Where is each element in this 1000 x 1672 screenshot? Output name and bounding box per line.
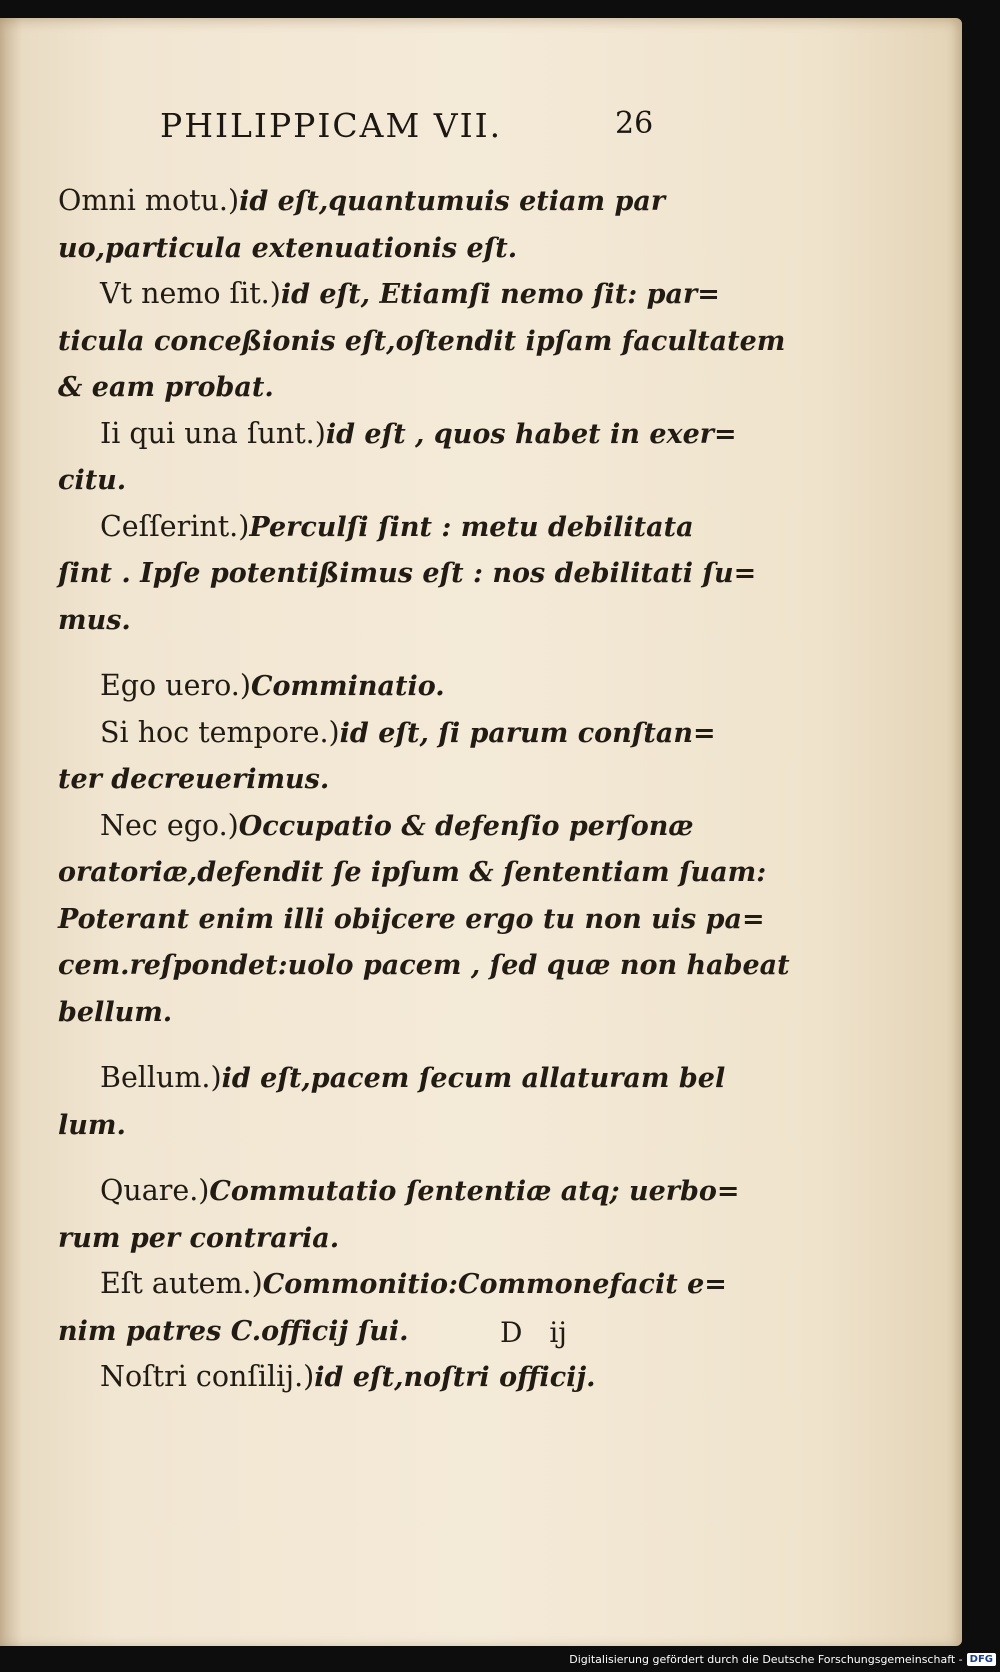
digitization-credit <box>569 1650 996 1668</box>
running-head: PHILIPPICAM VII. <box>160 106 503 145</box>
text-line <box>58 663 688 710</box>
dfg-logo-icon: DFG <box>967 1653 996 1666</box>
gloss: lum. <box>58 1109 126 1141</box>
gloss: id eſt,noſtri officij. <box>314 1362 596 1393</box>
text-line <box>58 1055 726 1102</box>
gloss: & eam probat. <box>58 372 274 403</box>
text-line <box>58 803 694 850</box>
lemma: Bellum.) <box>100 1061 222 1094</box>
text-line <box>58 178 688 225</box>
text-line <box>58 271 720 318</box>
text-line <box>58 225 688 272</box>
folio-number: 26 <box>615 106 654 141</box>
gloss: id eſt, ſi parum conſtan= <box>339 717 716 749</box>
gloss: Commonitio:Commonefacit e= <box>262 1269 727 1300</box>
gloss: rum per contraria. <box>58 1222 340 1254</box>
gloss: Commutatio ſententiæ atq; uerbo= <box>209 1176 740 1207</box>
text-line <box>58 1102 688 1149</box>
lemma: Ceſſerint.) <box>100 509 250 543</box>
text-line <box>58 550 757 597</box>
text-line <box>58 896 765 943</box>
text-line <box>58 710 716 757</box>
text-line <box>58 411 737 458</box>
gloss: oratoriæ,defendit ſe ipſum & ſententiam ſuam: <box>58 857 767 888</box>
text-line <box>58 318 786 365</box>
gloss: Poterant enim illi obijcere ergo tu non uis pa= <box>58 903 765 935</box>
text-line <box>58 849 767 896</box>
lemma: Noſtri conſilij.) <box>100 1360 315 1393</box>
gloss: nim patres C.officij ſui. <box>58 1315 409 1347</box>
gloss: mus. <box>58 604 131 636</box>
text-line <box>58 1215 688 1262</box>
lemma: Nec ego.) <box>100 808 239 842</box>
text-line <box>58 989 688 1036</box>
text-line <box>58 942 790 989</box>
gloss: Perculſi ſint : metu debilitata <box>249 511 694 543</box>
book-page <box>0 18 962 1646</box>
text-line <box>58 1168 740 1215</box>
line-gap <box>58 643 688 663</box>
gloss: bellum. <box>58 996 173 1028</box>
text-line <box>58 1261 727 1308</box>
text-line <box>58 457 688 504</box>
gloss: citu. <box>58 465 127 496</box>
text-line <box>58 756 688 803</box>
gloss: ſint . Ipſe potentißimus eſt : nos debilitati ſu= <box>58 558 757 589</box>
text-line <box>58 364 688 411</box>
lemma: Vt nemo ſit.) <box>100 277 281 310</box>
gloss: id eſt,pacem ſecum allaturam bel <box>221 1063 726 1094</box>
signature-mark: D ij <box>500 1316 567 1349</box>
lemma: Si hoc tempore.) <box>100 715 340 749</box>
gloss: Occupatio & defenſio perſonæ <box>238 810 694 842</box>
gloss: ter decreuerimus. <box>58 764 330 795</box>
text-line <box>58 1308 688 1355</box>
line-gap <box>58 1035 688 1055</box>
gloss: id eſt, Etiamſi nemo ſit: par= <box>280 279 720 310</box>
gloss: cem.reſpondet:uolo pacem , ſed quæ non habeat <box>58 950 790 981</box>
lemma: Ego uero.) <box>100 669 251 702</box>
gloss: Comminatio. <box>250 671 445 702</box>
gloss: ticula conceßionis eſt,oſtendit ipſam facultatem <box>58 325 786 357</box>
text-line <box>58 1354 688 1401</box>
lemma: Omni motu.) <box>58 184 240 217</box>
lemma: Eſt autem.) <box>100 1267 263 1300</box>
lemma: Quare.) <box>100 1174 210 1207</box>
text-line <box>58 597 688 644</box>
line-gap <box>58 1148 688 1168</box>
gloss: id eſt , quos habet in exer= <box>325 418 737 450</box>
lemma: Ii qui una ſunt.) <box>100 416 326 450</box>
gloss: uo,particula extenuationis eſt. <box>58 232 518 264</box>
credit-text: Digitalisierung gefördert durch die Deutsche Forschungsgemeinschaft - <box>569 1652 963 1666</box>
text-line <box>58 504 694 551</box>
commentary-text <box>58 178 790 1401</box>
gloss: id eſt,quantumuis etiam par <box>239 186 666 217</box>
